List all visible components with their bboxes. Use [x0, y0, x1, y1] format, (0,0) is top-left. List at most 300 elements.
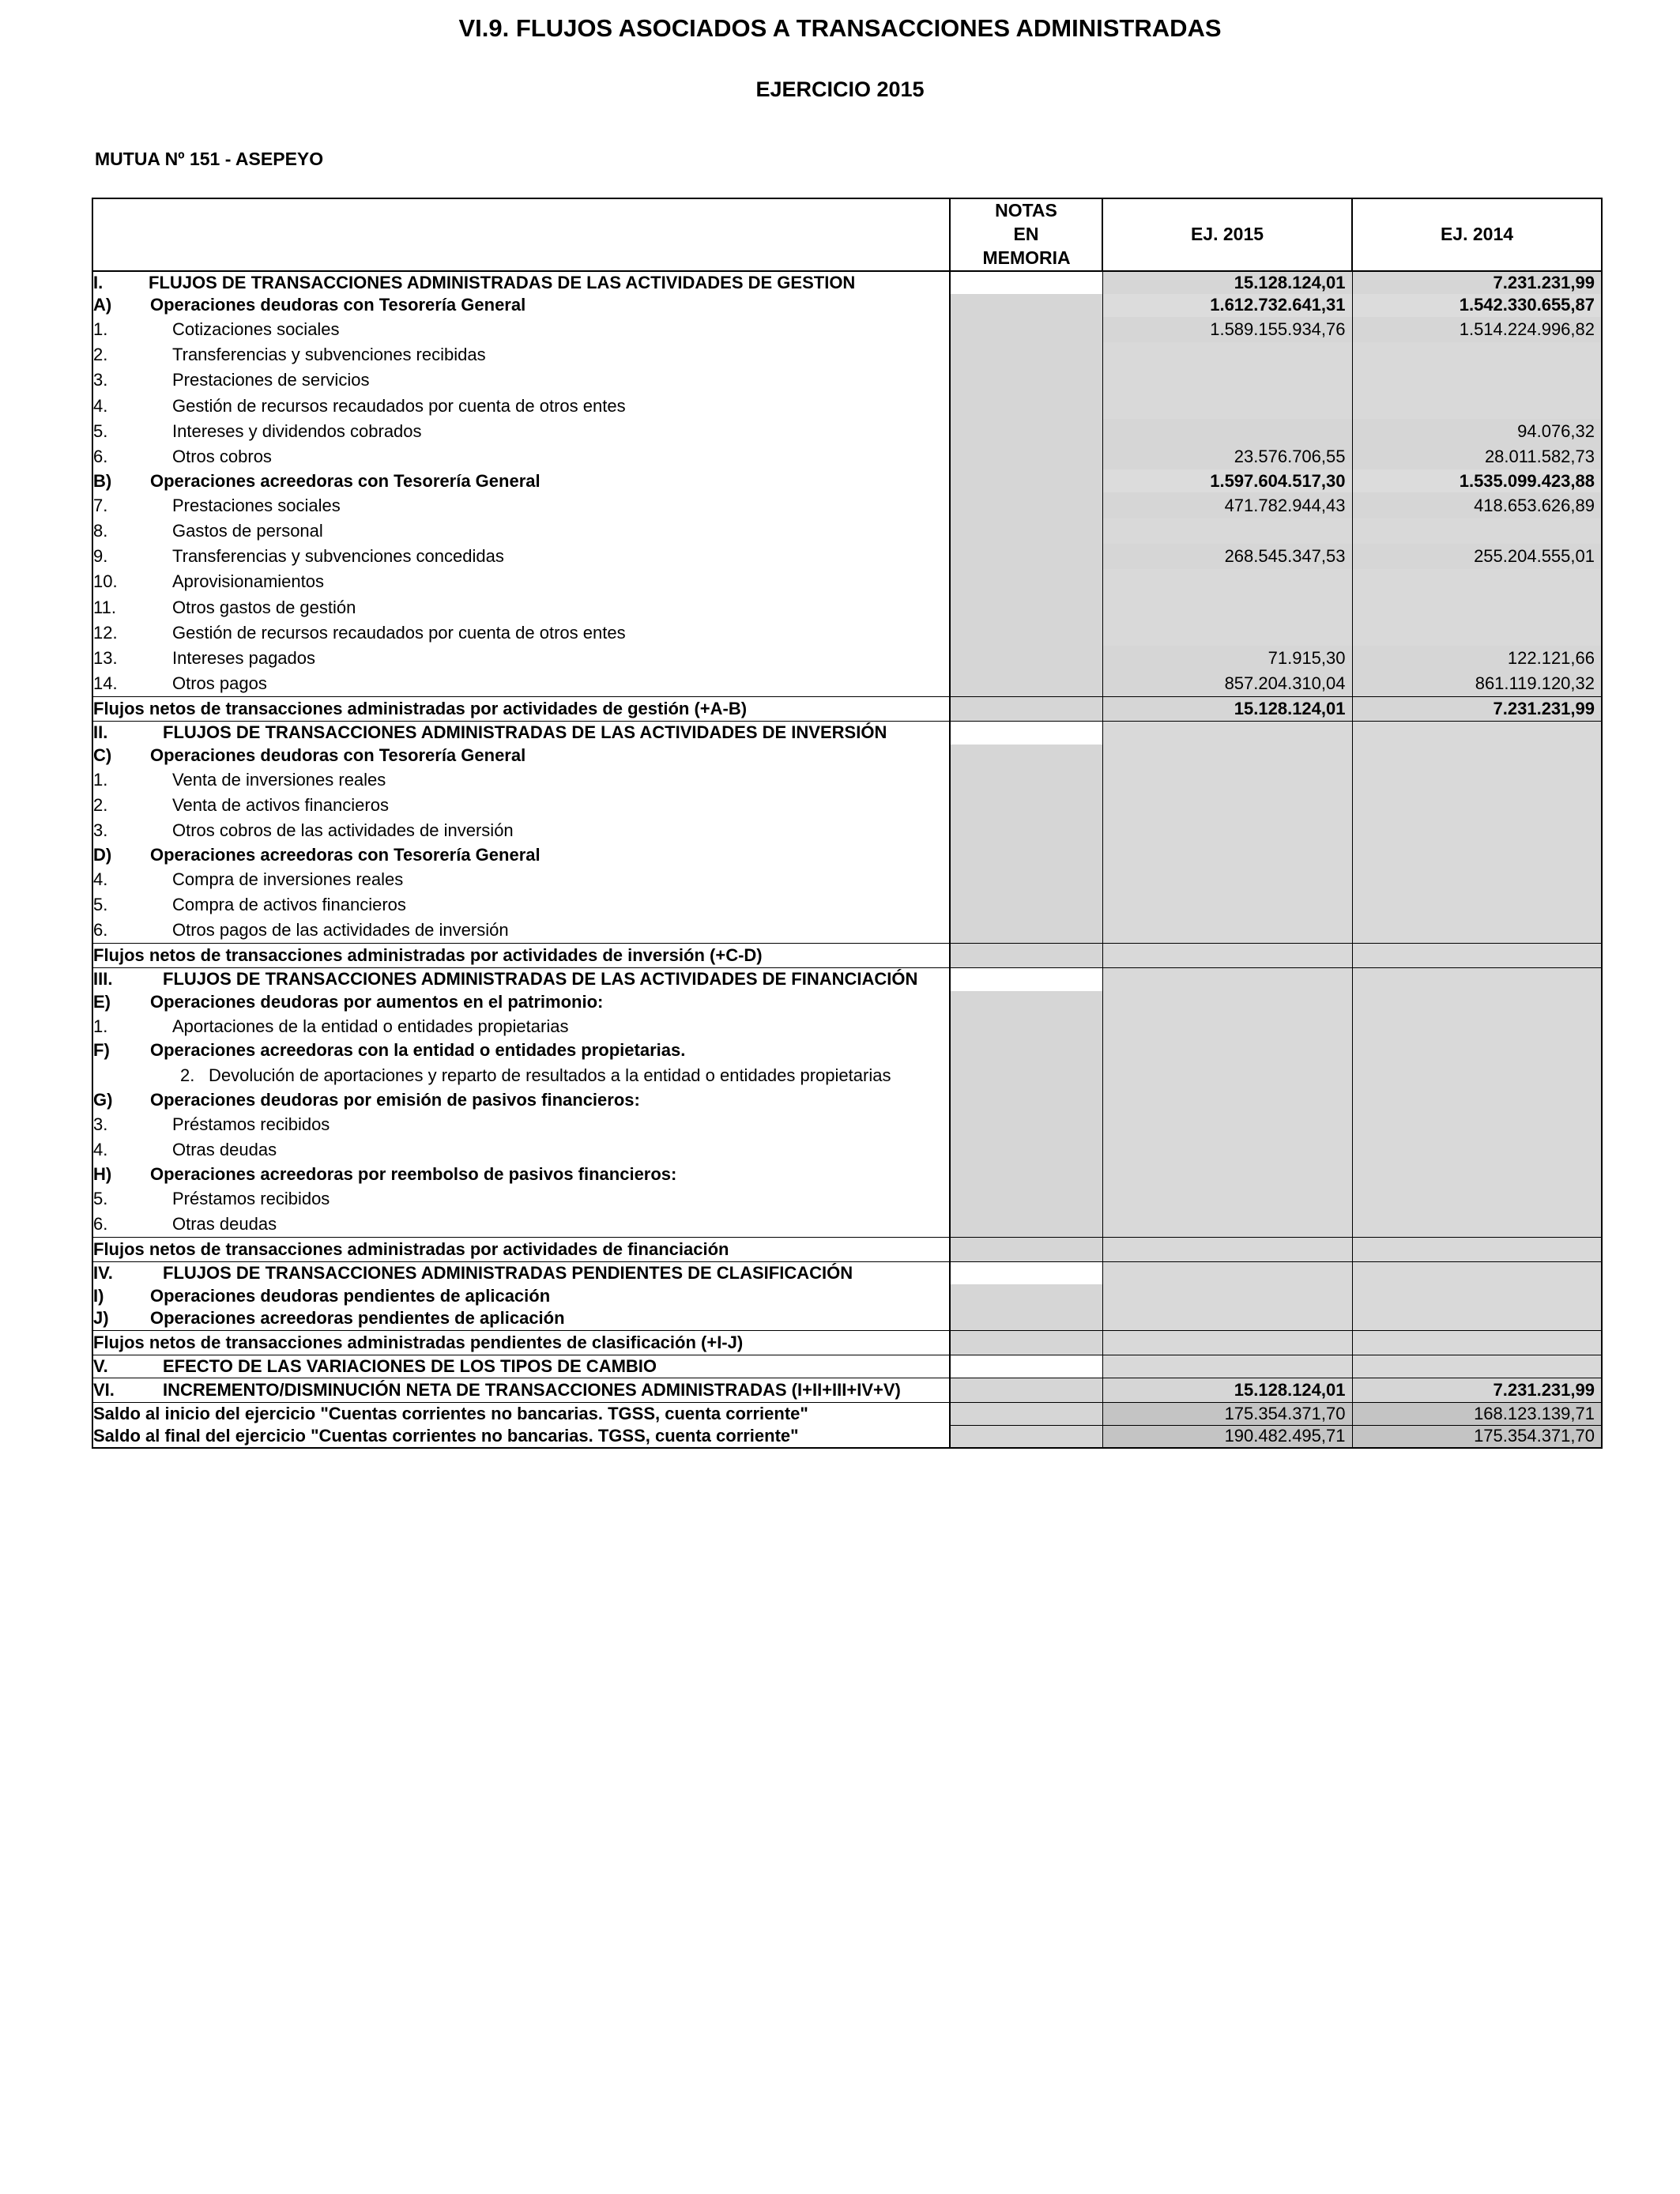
row-number: V.	[93, 1355, 108, 1376]
row-notes	[950, 1402, 1102, 1425]
row-value-2014	[1352, 1186, 1602, 1212]
row-label: Venta de activos financieros	[172, 795, 389, 816]
row-description	[92, 672, 950, 697]
row-value-2014	[1352, 944, 1602, 968]
row-value-2014	[1352, 569, 1602, 594]
row-value-2014	[1352, 722, 1602, 745]
row-label: Operaciones deudoras por aumentos en el patrimonio:	[150, 992, 604, 1012]
row-label: Aportaciones de la entidad o entidades propietarias	[172, 1016, 569, 1036]
row-value-2014	[1352, 1062, 1602, 1089]
row-notes	[950, 444, 1102, 469]
row-notes	[950, 646, 1102, 671]
row-value-2015	[1102, 1186, 1352, 1212]
row-value-2015: 471.782.944,43	[1102, 492, 1352, 518]
row-description	[92, 595, 950, 620]
row-value-2015: 1.612.732.641,31	[1102, 294, 1352, 317]
table-row	[92, 1039, 1602, 1062]
table-row	[92, 1284, 1602, 1307]
header-year-2014: EJ. 2014	[1352, 198, 1602, 271]
table-row	[92, 569, 1602, 594]
row-value-2014	[1352, 867, 1602, 892]
row-notes	[950, 1089, 1102, 1112]
table-row	[92, 944, 1602, 968]
table-row	[92, 1212, 1602, 1237]
row-notes	[950, 394, 1102, 419]
row-value-2014	[1352, 1039, 1602, 1062]
row-number: H)	[93, 1163, 112, 1184]
row-value-2015	[1102, 968, 1352, 991]
row-description	[92, 1307, 950, 1330]
row-value-2014	[1352, 1112, 1602, 1137]
row-description	[92, 991, 950, 1014]
table-row	[92, 294, 1602, 317]
row-value-2015	[1102, 419, 1352, 444]
row-description	[92, 544, 950, 569]
row-notes	[950, 1014, 1102, 1039]
table-row	[92, 1089, 1602, 1112]
row-label: INCREMENTO/DISMINUCIÓN NETA DE TRANSACCIONES ADMINISTRADAS (I+II+III+IV+V)	[163, 1379, 901, 1400]
row-description	[92, 722, 950, 745]
row-description	[92, 1378, 950, 1402]
row-value-2014	[1352, 818, 1602, 843]
row-label: Operaciones acreedoras con la entidad o entidades propietarias.	[150, 1040, 686, 1061]
row-label: Operaciones deudoras por emisión de pasivos financieros:	[150, 1090, 640, 1110]
row-notes	[950, 271, 1102, 294]
row-value-2015: 23.576.706,55	[1102, 444, 1352, 469]
row-notes	[950, 697, 1102, 722]
row-description	[92, 697, 950, 722]
row-value-2014	[1352, 1261, 1602, 1284]
table-row	[92, 620, 1602, 646]
row-description	[92, 1402, 950, 1425]
row-label: Flujos netos de transacciones administradas pendientes de clasificación (+I-J)	[93, 1332, 744, 1352]
row-description	[92, 1039, 950, 1062]
row-value-2015	[1102, 1355, 1352, 1378]
table-row	[92, 394, 1602, 419]
row-value-2015	[1102, 944, 1352, 968]
table-row	[92, 1330, 1602, 1355]
row-value-2015	[1102, 818, 1352, 843]
row-value-2015	[1102, 1137, 1352, 1163]
table-row	[92, 1355, 1602, 1378]
table-row	[92, 1378, 1602, 1402]
row-label: Operaciones deudoras con Tesorería General	[150, 745, 526, 766]
row-number: E)	[93, 992, 111, 1012]
row-number: 2.	[93, 345, 108, 365]
row-label: FLUJOS DE TRANSACCIONES ADMINISTRADAS PENDIENTES DE CLASIFICACIÓN	[163, 1262, 853, 1283]
page-subtitle: EJERCICIO 2015	[755, 77, 925, 101]
row-label: Transferencias y subvenciones concedidas	[172, 546, 504, 567]
row-notes	[950, 1112, 1102, 1137]
table-row	[92, 544, 1602, 569]
row-number: 1.	[93, 769, 108, 790]
row-value-2015: 1.597.604.517,30	[1102, 469, 1352, 492]
row-description	[92, 1237, 950, 1261]
row-value-2015: 857.204.310,04	[1102, 672, 1352, 697]
row-number: I.	[93, 272, 104, 292]
row-notes	[950, 1355, 1102, 1378]
row-label: Operaciones acreedoras pendientes de aplicación	[150, 1308, 565, 1329]
row-notes	[950, 1039, 1102, 1062]
row-value-2015	[1102, 620, 1352, 646]
row-notes	[950, 818, 1102, 843]
row-value-2015	[1102, 1112, 1352, 1137]
row-description	[92, 1014, 950, 1039]
row-number: 13.	[93, 648, 118, 669]
row-label: Operaciones deudoras pendientes de aplicación	[150, 1285, 551, 1306]
row-number: 2.	[180, 1065, 195, 1085]
row-label: Otros cobros de las actividades de inversión	[172, 820, 514, 841]
cash-flow-table	[92, 198, 1603, 1449]
row-notes	[950, 1307, 1102, 1330]
row-description	[92, 518, 950, 544]
row-label: Operaciones acreedoras con Tesorería General	[150, 845, 541, 865]
row-number: 3.	[93, 370, 108, 390]
row-label: Operaciones acreedoras con Tesorería General	[150, 470, 541, 491]
table-row	[92, 1307, 1602, 1330]
row-number: 1.	[93, 1016, 108, 1036]
row-label: Gestión de recursos recaudados por cuenta de otros entes	[172, 622, 626, 643]
table-row	[92, 1014, 1602, 1039]
row-value-2014: 7.231.231,99	[1352, 697, 1602, 722]
row-value-2015	[1102, 1307, 1352, 1330]
row-label: Intereses pagados	[172, 648, 316, 669]
row-label: Otras deudas	[172, 1140, 277, 1160]
row-label: Otros gastos de gestión	[172, 597, 356, 617]
row-value-2015	[1102, 1039, 1352, 1062]
table-row	[92, 1186, 1602, 1212]
row-notes	[950, 1378, 1102, 1402]
row-number: 9.	[93, 546, 108, 567]
row-value-2014	[1352, 1163, 1602, 1186]
row-value-2014: 7.231.231,99	[1352, 271, 1602, 294]
row-notes	[950, 672, 1102, 697]
row-description	[92, 646, 950, 671]
table-row	[92, 991, 1602, 1014]
row-description	[92, 767, 950, 793]
row-value-2015	[1102, 867, 1352, 892]
row-description	[92, 469, 950, 492]
row-value-2015: 1.589.155.934,76	[1102, 317, 1352, 342]
row-notes	[950, 892, 1102, 918]
row-value-2014	[1352, 1237, 1602, 1261]
row-description	[92, 1261, 950, 1284]
table-row	[92, 1137, 1602, 1163]
row-value-2015	[1102, 722, 1352, 745]
row-label: Transferencias y subvenciones recibidas	[172, 345, 486, 365]
row-number: I)	[93, 1285, 104, 1306]
row-value-2014	[1352, 518, 1602, 544]
row-value-2015	[1102, 1284, 1352, 1307]
row-notes	[950, 1186, 1102, 1212]
row-value-2015	[1102, 1212, 1352, 1237]
row-value-2014	[1352, 394, 1602, 419]
row-number: 3.	[93, 820, 108, 841]
row-value-2015	[1102, 1062, 1352, 1089]
row-value-2015	[1102, 892, 1352, 918]
row-number: IV.	[93, 1262, 113, 1283]
row-value-2015: 15.128.124,01	[1102, 271, 1352, 294]
header-description	[92, 198, 950, 271]
row-description	[92, 793, 950, 818]
table-row	[92, 918, 1602, 943]
row-number: 12.	[93, 622, 118, 643]
table-row	[92, 745, 1602, 767]
row-number: 11.	[93, 597, 116, 617]
row-notes	[950, 294, 1102, 317]
row-number: 3.	[93, 1114, 108, 1134]
row-value-2015	[1102, 342, 1352, 368]
table-row	[92, 271, 1602, 294]
row-description	[92, 867, 950, 892]
row-value-2015	[1102, 368, 1352, 393]
row-value-2014	[1352, 844, 1602, 867]
row-value-2014	[1352, 767, 1602, 793]
table-row	[92, 518, 1602, 544]
table-row	[92, 1237, 1602, 1261]
table-body	[92, 271, 1602, 1448]
table-row	[92, 444, 1602, 469]
row-number: B)	[93, 470, 112, 491]
row-notes	[950, 968, 1102, 991]
row-label: Saldo al inicio del ejercicio "Cuentas corrientes no bancarias. TGSS, cuenta corriente"	[93, 1403, 808, 1423]
row-notes	[950, 1062, 1102, 1089]
row-notes	[950, 368, 1102, 393]
table-row	[92, 722, 1602, 745]
row-value-2014	[1352, 368, 1602, 393]
row-notes	[950, 569, 1102, 594]
row-value-2014	[1352, 1137, 1602, 1163]
row-number: D)	[93, 845, 112, 865]
row-value-2015	[1102, 1237, 1352, 1261]
header-notes: NOTAS EN MEMORIA	[950, 198, 1102, 271]
row-value-2014: 1.542.330.655,87	[1352, 294, 1602, 317]
row-value-2014: 122.121,66	[1352, 646, 1602, 671]
row-description	[92, 271, 950, 294]
row-value-2015	[1102, 1163, 1352, 1186]
row-value-2014: 175.354.371,70	[1352, 1425, 1602, 1448]
row-value-2014: 168.123.139,71	[1352, 1402, 1602, 1425]
row-value-2014	[1352, 1355, 1602, 1378]
row-description	[92, 1137, 950, 1163]
row-label: Saldo al final del ejercicio "Cuentas corrientes no bancarias. TGSS, cuenta corriente"	[93, 1426, 799, 1446]
row-notes	[950, 944, 1102, 968]
row-notes	[950, 991, 1102, 1014]
table-row	[92, 317, 1602, 342]
row-label: Aprovisionamientos	[172, 571, 324, 592]
row-label: Prestaciones sociales	[172, 495, 341, 515]
row-number: 5.	[93, 1188, 108, 1208]
row-label: Préstamos recibidos	[172, 1188, 330, 1208]
entity-name: MUTUA Nº 151 - ASEPEYO	[95, 149, 324, 169]
row-value-2015: 15.128.124,01	[1102, 1378, 1352, 1402]
row-value-2015	[1102, 1014, 1352, 1039]
table-row	[92, 767, 1602, 793]
row-number: G)	[93, 1090, 113, 1110]
row-value-2014	[1352, 1089, 1602, 1112]
row-value-2014	[1352, 620, 1602, 646]
row-value-2015	[1102, 394, 1352, 419]
row-notes	[950, 620, 1102, 646]
row-description	[92, 1062, 950, 1089]
table-row	[92, 793, 1602, 818]
row-label: Préstamos recibidos	[172, 1114, 330, 1134]
row-label: FLUJOS DE TRANSACCIONES ADMINISTRADAS DE LAS ACTIVIDADES DE INVERSIÓN	[163, 722, 887, 743]
row-number: A)	[93, 295, 112, 315]
row-value-2015: 268.545.347,53	[1102, 544, 1352, 569]
row-value-2014: 94.076,32	[1352, 419, 1602, 444]
row-number: 7.	[93, 495, 108, 515]
row-number: III.	[93, 969, 113, 990]
row-value-2015	[1102, 991, 1352, 1014]
row-description	[92, 745, 950, 767]
row-notes	[950, 518, 1102, 544]
row-value-2014: 1.535.099.423,88	[1352, 469, 1602, 492]
table-row	[92, 892, 1602, 918]
row-value-2014: 418.653.626,89	[1352, 492, 1602, 518]
row-notes	[950, 1137, 1102, 1163]
row-value-2014: 7.231.231,99	[1352, 1378, 1602, 1402]
row-number: 8.	[93, 520, 108, 541]
row-label: Otros pagos de las actividades de inversión	[172, 920, 509, 941]
row-value-2015	[1102, 569, 1352, 594]
row-value-2014	[1352, 595, 1602, 620]
table-row	[92, 492, 1602, 518]
row-value-2014: 861.119.120,32	[1352, 672, 1602, 697]
row-notes	[950, 544, 1102, 569]
row-value-2015	[1102, 1261, 1352, 1284]
table-row	[92, 1402, 1602, 1425]
row-number: 10.	[93, 571, 118, 592]
row-label: FLUJOS DE TRANSACCIONES ADMINISTRADAS DE LAS ACTIVIDADES DE FINANCIACIÓN	[163, 969, 918, 990]
row-value-2015	[1102, 767, 1352, 793]
row-label: Flujos netos de transacciones administradas por actividades de gestión (+A-B)	[93, 699, 748, 719]
row-notes	[950, 1261, 1102, 1284]
table-row	[92, 1112, 1602, 1137]
row-value-2014	[1352, 968, 1602, 991]
row-description	[92, 368, 950, 393]
row-number: II.	[93, 722, 108, 743]
row-notes	[950, 722, 1102, 745]
row-label: Compra de inversiones reales	[172, 869, 404, 889]
row-description	[92, 569, 950, 594]
row-number: 2.	[93, 795, 108, 816]
row-description	[92, 1112, 950, 1137]
row-value-2014	[1352, 342, 1602, 368]
table-row	[92, 1261, 1602, 1284]
row-number: 14.	[93, 673, 118, 694]
table-row	[92, 697, 1602, 722]
row-description	[92, 1163, 950, 1186]
row-value-2014	[1352, 918, 1602, 943]
row-value-2015: 71.915,30	[1102, 646, 1352, 671]
table-row	[92, 342, 1602, 368]
row-label: Gestión de recursos recaudados por cuenta de otros entes	[172, 395, 626, 416]
row-description	[92, 844, 950, 867]
row-value-2015	[1102, 595, 1352, 620]
row-number: 4.	[93, 395, 108, 416]
row-description	[92, 1284, 950, 1307]
header-year-2015: EJ. 2015	[1102, 198, 1352, 271]
row-label: EFECTO DE LAS VARIACIONES DE LOS TIPOS DE CAMBIO	[163, 1355, 657, 1376]
row-label: Compra de activos financieros	[172, 895, 406, 915]
table-row	[92, 1062, 1602, 1089]
table-row	[92, 419, 1602, 444]
row-number: VI.	[93, 1379, 115, 1400]
row-description	[92, 1212, 950, 1237]
row-notes	[950, 317, 1102, 342]
row-number: 4.	[93, 1140, 108, 1160]
row-notes	[950, 767, 1102, 793]
row-description	[92, 419, 950, 444]
row-value-2015	[1102, 1089, 1352, 1112]
row-notes	[950, 918, 1102, 943]
table-row	[92, 646, 1602, 671]
table-row	[92, 1163, 1602, 1186]
row-label: Otros cobros	[172, 447, 272, 467]
table-row	[92, 368, 1602, 393]
table-row	[92, 595, 1602, 620]
row-value-2014	[1352, 1307, 1602, 1330]
row-number: 5.	[93, 895, 108, 915]
row-description	[92, 294, 950, 317]
row-notes	[950, 342, 1102, 368]
table-row	[92, 867, 1602, 892]
row-description	[92, 818, 950, 843]
row-description	[92, 492, 950, 518]
row-number: 5.	[93, 420, 108, 441]
row-label: Venta de inversiones reales	[172, 769, 386, 790]
table-row	[92, 1425, 1602, 1448]
row-number: 6.	[93, 1213, 108, 1234]
row-label: Gastos de personal	[172, 520, 323, 541]
row-value-2015	[1102, 918, 1352, 943]
row-description	[92, 892, 950, 918]
row-description	[92, 1330, 950, 1355]
row-label: Otras deudas	[172, 1213, 277, 1234]
row-notes	[950, 419, 1102, 444]
row-value-2014	[1352, 991, 1602, 1014]
row-number: 6.	[93, 920, 108, 941]
row-value-2015: 175.354.371,70	[1102, 1402, 1352, 1425]
row-number: 6.	[93, 447, 108, 467]
page-title: VI.9. FLUJOS ASOCIADOS A TRANSACCIONES ADMINISTRADAS	[458, 14, 1222, 42]
row-description	[92, 342, 950, 368]
row-value-2015: 15.128.124,01	[1102, 697, 1352, 722]
row-description	[92, 620, 950, 646]
row-notes	[950, 469, 1102, 492]
row-label: Flujos netos de transacciones administradas por actividades de financiación	[93, 1238, 729, 1259]
row-description	[92, 1425, 950, 1448]
row-notes	[950, 595, 1102, 620]
row-value-2015	[1102, 793, 1352, 818]
row-label: Flujos netos de transacciones administradas por actividades de inversión (+C-D)	[93, 945, 763, 966]
row-label: Intereses y dividendos cobrados	[172, 420, 422, 441]
row-label: Prestaciones de servicios	[172, 370, 370, 390]
table-header-row	[92, 198, 1602, 271]
row-notes	[950, 745, 1102, 767]
row-description	[92, 1186, 950, 1212]
row-description	[92, 968, 950, 991]
row-value-2015	[1102, 844, 1352, 867]
row-value-2014: 1.514.224.996,82	[1352, 317, 1602, 342]
row-number: J)	[93, 1308, 109, 1329]
row-value-2014	[1352, 892, 1602, 918]
row-label: Otros pagos	[172, 673, 267, 694]
table-row	[92, 818, 1602, 843]
row-value-2014	[1352, 1212, 1602, 1237]
row-notes	[950, 1330, 1102, 1355]
